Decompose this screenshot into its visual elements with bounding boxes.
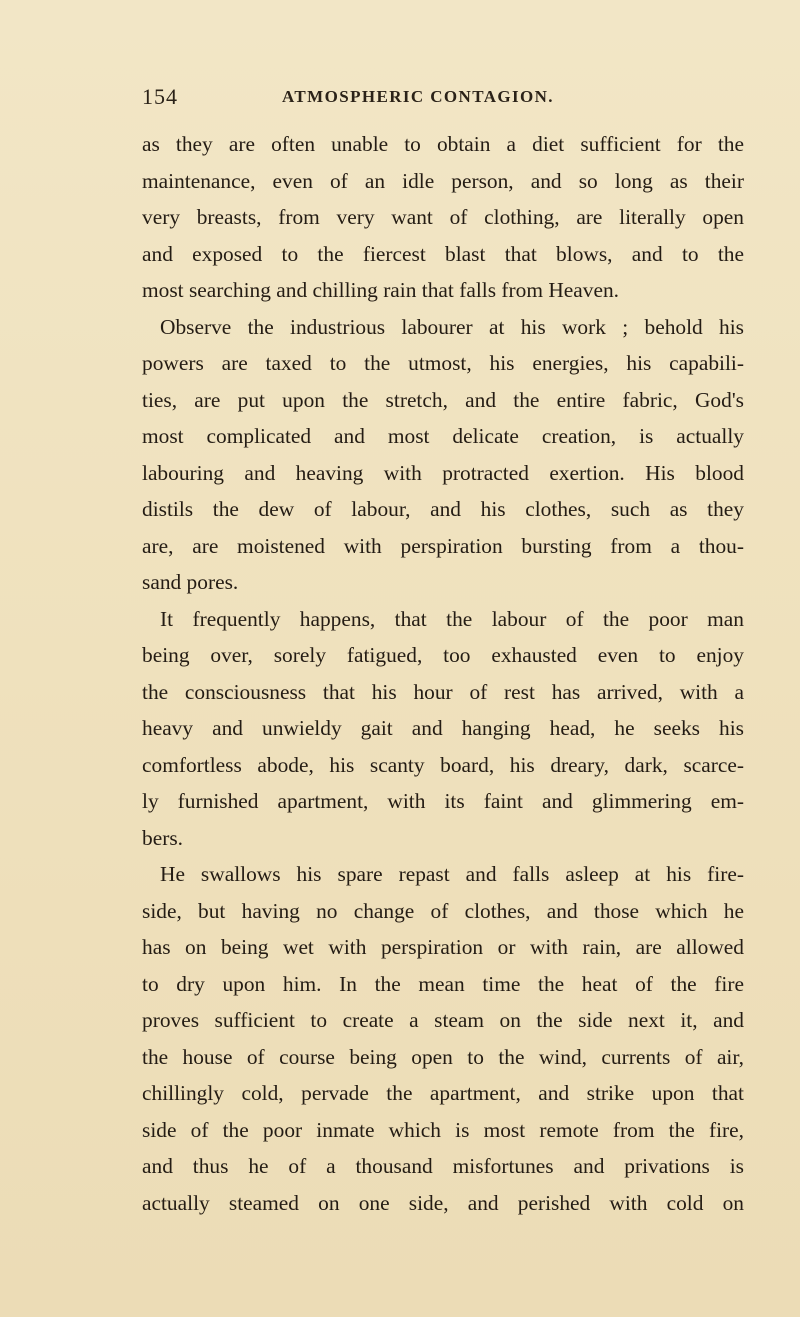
text-line: as they are often unable to obtain a diet sufficient for the xyxy=(142,132,744,156)
text-line: side of the poor inmate which is most remote from the fire, xyxy=(142,1117,744,1142)
text-line: and thus he of a thousand misfortunes and privations is xyxy=(142,1154,744,1178)
text-line: He swallows his spare repast and falls asleep at his fire- xyxy=(160,862,744,886)
page-number: 154 xyxy=(142,84,178,109)
body-text xyxy=(142,126,744,1221)
text-line: bers. xyxy=(142,825,183,850)
text-line: most complicated and most delicate creation, is actually xyxy=(142,424,744,448)
text-line: It frequently happens, that the labour of the poor man xyxy=(160,606,744,631)
text-line: the consciousness that his hour of rest has arrived, with a xyxy=(142,679,744,704)
text-line: the house of course being open to the wind, currents of air, xyxy=(142,1044,744,1069)
text-line: sand pores. xyxy=(142,570,239,594)
text-line: being over, sorely fatigued, too exhausted even to enjoy xyxy=(142,643,744,667)
text-line: maintenance, even of an idle person, and so long as their xyxy=(142,168,744,193)
text-line: proves sufficient to create a steam on the side next it, and xyxy=(142,1008,744,1032)
text-line: most searching and chilling rain that falls from Heaven. xyxy=(142,278,619,302)
text-line: heavy and unwieldy gait and hanging head, he seeks his xyxy=(142,716,744,740)
text-line: and exposed to the fiercest blast that blows, and to the xyxy=(142,241,744,266)
text-line: actually steamed on one side, and perished with cold on xyxy=(142,1190,744,1215)
text-line: powers are taxed to the utmost, his energies, his capabili- xyxy=(142,351,744,375)
text-line: ly furnished apartment, with its faint and glimmering em- xyxy=(142,789,744,813)
text-line: has on being wet with perspiration or with rain, are allowed xyxy=(142,935,744,959)
text-line: very breasts, from very want of clothing, are literally open xyxy=(142,205,744,229)
text-line: are, are moistened with perspiration bursting from a thou- xyxy=(142,533,744,558)
text-line: to dry upon him. In the mean time the heat of the fire xyxy=(142,971,744,996)
text-line: distils the dew of labour, and his clothes, such as they xyxy=(142,497,744,521)
text-line: ties, are put upon the stretch, and the entire fabric, God's xyxy=(142,387,744,412)
text-line: side, but having no change of clothes, and those which he xyxy=(142,898,744,923)
running-head: ATMOSPHERIC CONTAGION. xyxy=(282,87,554,106)
text-line: comfortless abode, his scanty board, his dreary, dark, scarce- xyxy=(142,752,744,777)
text-line: chillingly cold, pervade the apartment, and strike upon that xyxy=(142,1081,744,1105)
page-header xyxy=(142,80,742,112)
text-line: Observe the industrious labourer at his work ; behold his xyxy=(160,314,744,339)
text-line: labouring and heaving with protracted exertion. His blood xyxy=(142,460,744,485)
